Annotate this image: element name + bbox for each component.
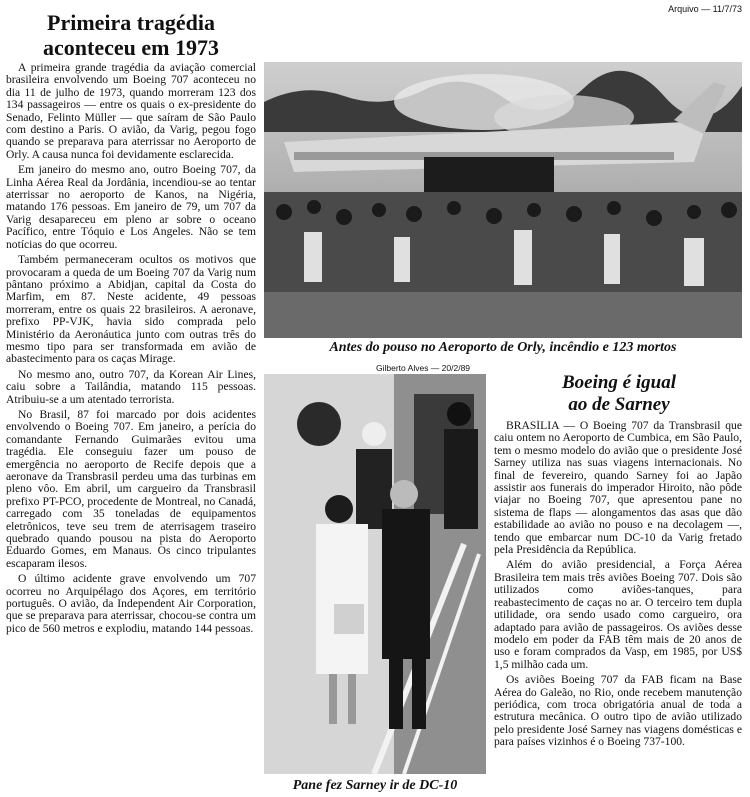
- top-photo: [264, 62, 742, 338]
- left-paragraph: No Brasil, 87 foi marcado por dois acidentes envolvendo o Boeing 707. Em janeiro, a perícia do comandante Fernando Guimarães evitou uma tragédia. Ele conseguiu fazer um pouso de emergência no aeroporto de Recife depois que a aeronave da Transbrasil perdeu uma das turbinas em pleno vôo. Em abril, um cargueiro da Transbrasil prefixo PT-PCO, procedente de Montreal, no Canadá, carregado com 35 toneladas de equipamentos eletrônicos, teve seu trem de aterrisagem traseiro quebrado quando pousou na pista do Aeroporto Eduardo Gomes, em Manaus. Os cinco tripulantes escaparam ilesos.: [6, 407, 256, 570]
- left-paragraph: A primeira grande tragédia da aviação comercial brasileira envolvendo um Boeing 707 aconteceu no dia 11 de julho de 1973, quando morreram 123 dos 134 passageiros — entre os quais o ex-presidente do Senado, Felinto Müller — que saíram de São Paulo com destino a Paris. O avião, da Varig, pegou fogo quando se preparava para aterrissar no Aeroporto de Orly. A causa nunca foi devidamente esclarecida.: [6, 62, 256, 161]
- left-headline: [6, 10, 256, 60]
- right-article-body: [494, 420, 742, 792]
- right-paragraph: Os aviões Boeing 707 da FAB ficam na Base Aérea do Galeão, no Rio, onde recebem manutenção periódica, com troca obrigatória anual de toda a estrutura mecânica. O outro tipo de avião utilizado pelo presidente José Sarney nas viagens domésticas e para países vizinhos é o Boeing 737-100.: [494, 673, 742, 749]
- left-paragraph: Em janeiro do mesmo ano, outro Boeing 707, da Linha Aérea Real da Jordânia, incendiou-se ao tentar aterrissar no aeroporto de Kanos, na Nigéria, matando 176 pessoas. Em janeiro de 79, um 707 da Varig desapareceu em pleno ar sobre o oceano Pacífico, entre Tóquio e Los Angeles. Não se tem notícias do que ocorreu.: [6, 163, 256, 251]
- left-paragraph: O último acidente grave envolvendo um 707 ocorreu no Arquipélago dos Açores, em território português. O avião, da Independent Air Corporation, que se preparava para aterrissar, chocou-se contra um pico de 560 metros e explodiu, matando 144 pessoas.: [6, 572, 256, 635]
- right-headline-line-2: ao de Sarney: [568, 394, 670, 415]
- bottom-photo-caption: Pane fez Sarney ir de DC-10: [292, 778, 458, 793]
- headline-line-1: Primeira tragédia: [47, 10, 215, 35]
- left-paragraph: No mesmo ano, outro 707, da Korean Air Lines, caiu sobre a Tailândia, matando 115 pessoas. Atribuiu-se a um atentado terrorista.: [6, 367, 256, 406]
- top-photo-caption: Antes do pouso no Aeroporto de Orly, incêndio e 123 mortos: [329, 340, 677, 355]
- crash-scene-image: [264, 62, 742, 338]
- left-article-body: [6, 62, 256, 794]
- bottom-photo: [264, 374, 486, 774]
- headline-line-2: aconteceu em 1973: [43, 35, 219, 60]
- archive-label: Arquivo — 11/7/73: [668, 4, 742, 14]
- right-paragraph: Além do avião presidencial, a Força Aérea Brasileira tem mais três aviões Boeing 707. Dois são utilizados como aviões-tanques, para reabastecimento de caças no ar. O terceiro tem dupla utilidade, ora sendo usado como cargueiro, ora adaptado para avião de passageiros. Os aviões desse modelo em poder da FAB têm mais de 20 anos de uso e foram comprados da Vasp, em 1985, por US$ 1,5 milhão cada um.: [494, 558, 742, 671]
- left-paragraph: Também permaneceram ocultos os motivos que provocaram a queda de um Boeing 707 da Varig num pântano próximo a Abidjan, capital da Costa do Marfim, em 87. Neste acidente, 49 pessoas morreram, entre os quais 22 brasileiros. A aeronave, prefixo PP-VJK, havia sido comprada pelo Ministério da Aeronáutica junto com outras três do mesmo tipo para ser transformada em avião de abastecimento para os caças Mirage.: [6, 253, 256, 366]
- right-headline-line-1: Boeing é igual: [561, 372, 676, 393]
- right-headline: [494, 372, 744, 416]
- sarney-boarding-image: [264, 374, 486, 774]
- right-paragraph: BRASÍLIA — O Boeing 707 da Transbrasil que caiu ontem no Aeroporto de Cumbica, em São Paulo, tem o mesmo modelo do avião que o presidente José Sarney utiliza nas suas viagens internacionais. No final de fevereiro, quando Sarney foi ao Japão assistir aos funerais do imperador Hiroito, não pôde viajar no Boeing 707, que apresentou pane no sistema de flaps — alongamentos das asas que dão estabilidade ao avião no pouso e na decolagem —, tendo que embarcar num DC-10 da Varig fretado pela Presidência da República.: [494, 420, 742, 557]
- bottom-photo-credit: Gilberto Alves — 20/2/89: [376, 363, 471, 373]
